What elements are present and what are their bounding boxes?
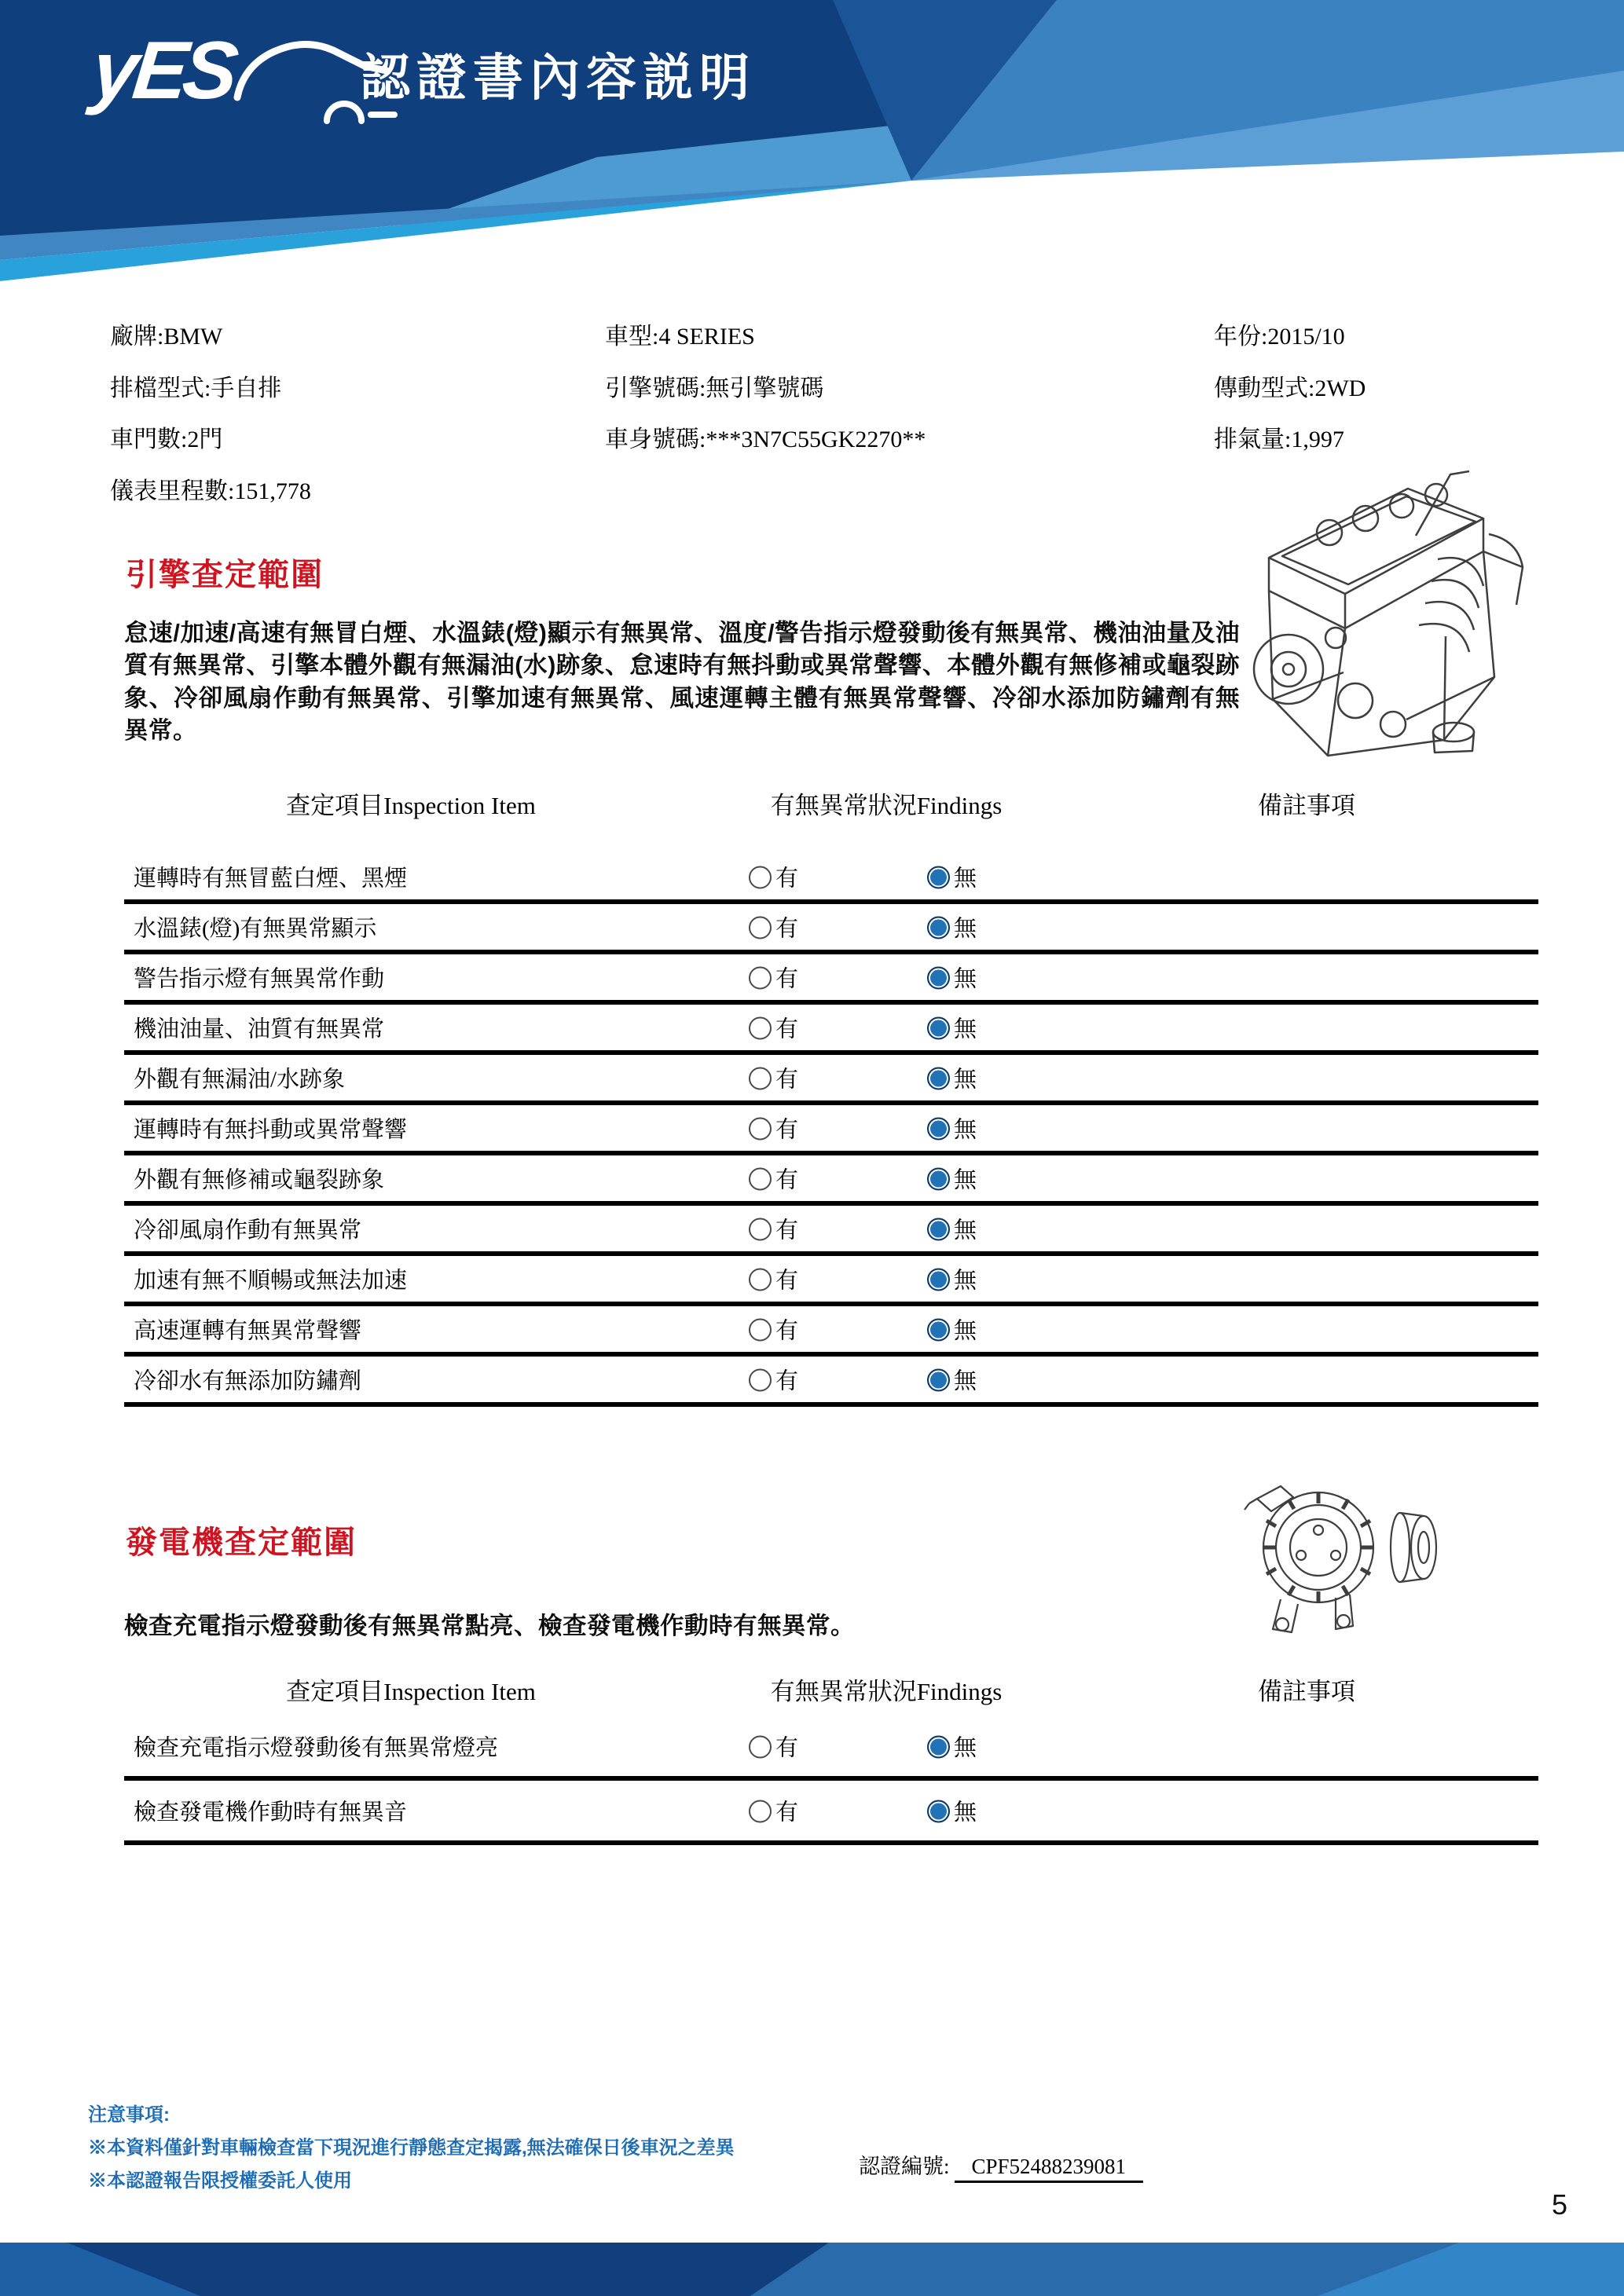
radio-no-label: 無 [954,1800,977,1825]
table-row [124,1005,1538,1055]
info-value: 4 SERIES [658,324,755,350]
radio-no-label: 無 [954,1218,977,1243]
radio-yes[interactable] [749,1062,798,1094]
colon: : [157,324,164,350]
info-label: 年份 [1214,324,1261,350]
column-header-findings: 有無異常狀況Findings [770,792,1003,819]
radio-no[interactable] [927,911,977,943]
inspection-item-label: 檢查發電機作動時有無異音 [134,1800,408,1825]
page-title: 認證書內容説明 [360,49,756,106]
radio-yes[interactable] [749,961,798,994]
radio-circle-icon[interactable] [749,967,772,990]
table-row [124,1306,1538,1357]
radio-no[interactable] [927,1730,977,1763]
table-header-row [124,785,1538,854]
page-number: 5 [1552,2188,1568,2221]
radio-circle-icon[interactable] [749,866,772,889]
inspection-item-label: 冷卻水有無添加防鏽劑 [134,1368,362,1394]
table-header-row [124,1672,1538,1716]
radio-yes[interactable] [749,861,798,893]
vehicle-info-item [110,311,311,363]
generator-section-heading: 發電機查定範圍 [126,1525,357,1560]
radio-circle-icon[interactable] [927,1168,950,1191]
radio-circle-icon[interactable] [927,866,950,889]
radio-yes-label: 有 [775,1800,799,1825]
radio-yes[interactable] [749,1163,798,1195]
table-row [124,904,1538,954]
info-value: 151,778 [234,478,311,504]
inspection-item-label: 冷卻風扇作動有無異常 [134,1218,362,1243]
radio-no-label: 無 [954,1117,977,1143]
radio-yes-label: 有 [775,1016,799,1042]
table-row [124,1716,1538,1781]
colon: : [699,375,706,401]
colon: : [652,324,659,350]
colon: : [204,375,211,401]
info-label: 排檔型式 [110,375,204,401]
radio-circle-icon[interactable] [749,1736,772,1759]
table-row [124,1256,1538,1306]
table-row [124,1155,1538,1206]
engine-section-heading: 引擎查定範圍 [126,558,324,592]
radio-yes[interactable] [749,1213,798,1245]
radio-circle-icon[interactable] [927,1118,950,1141]
info-value: BMW [163,324,223,350]
radio-no-label: 無 [954,1067,977,1093]
radio-yes[interactable] [749,911,798,943]
certificate-number-line [859,2149,1143,2183]
vehicle-info-item [605,363,926,415]
radio-yes-label: 有 [775,1167,799,1193]
info-value: 無引擎號碼 [706,375,824,401]
radio-yes[interactable] [749,1263,798,1295]
table-row [124,1357,1538,1407]
radio-circle-icon[interactable] [749,1800,772,1823]
column-header-item: 查定項目Inspection Item [286,792,536,819]
inspection-item-label: 機油油量、油質有無異常 [134,1016,385,1042]
radio-no-label: 無 [954,966,977,992]
vehicle-info-item [1214,311,1366,363]
colon: : [1261,324,1268,350]
table-row [124,1781,1538,1845]
radio-yes[interactable] [749,1364,798,1396]
vehicle-info-item [110,466,311,518]
colon: : [1308,375,1315,401]
colon: : [181,427,188,452]
radio-no[interactable] [927,1364,977,1396]
info-label: 傳動型式 [1214,375,1308,401]
radio-no[interactable] [927,1062,977,1094]
info-label: 車身號碼 [605,427,699,452]
info-label: 引擎號碼 [605,375,699,401]
certificate-number-label: 認證編號: [859,2155,950,2178]
column-header-item: 查定項目Inspection Item [286,1678,536,1705]
vehicle-info-item [605,311,926,363]
colon: : [699,427,706,452]
yes-logo-text: yES [87,25,238,116]
radio-yes-label: 有 [775,966,799,992]
info-label: 車型 [605,324,652,350]
table-row [124,1105,1538,1155]
column-header-findings: 有無異常狀況Findings [770,1678,1003,1705]
radio-circle-icon[interactable] [927,1319,950,1342]
radio-yes-label: 有 [775,866,799,892]
radio-circle-icon[interactable] [749,1168,772,1191]
generator-table-rows [124,1716,1538,1845]
info-value: 2門 [187,427,223,452]
radio-circle-icon[interactable] [749,1369,772,1392]
inspection-item-label: 高速運轉有無異常聲響 [134,1318,362,1344]
radio-circle-icon[interactable] [749,1017,772,1040]
radio-circle-icon[interactable] [927,1269,950,1291]
radio-yes-label: 有 [775,1735,799,1761]
radio-circle-icon[interactable] [749,917,772,939]
vehicle-info-item [110,414,311,466]
radio-no-label: 無 [954,866,977,892]
footer-notes [88,2099,735,2198]
info-label: 排氣量 [1214,427,1285,452]
vehicle-info-item [110,363,311,415]
radio-yes[interactable] [749,1795,798,1827]
radio-no-label: 無 [954,916,977,942]
radio-yes-label: 有 [775,1268,799,1294]
radio-yes[interactable] [749,1012,798,1044]
radio-no[interactable] [927,1213,977,1245]
engine-table-rows [124,854,1538,1407]
footer-banner-graphic [0,2243,1624,2296]
colon: : [1285,427,1292,452]
info-value: 手自排 [211,375,282,401]
inspection-item-label: 檢查充電指示燈發動後有無異常燈亮 [134,1735,499,1761]
column-header-remarks: 備註事項 [1258,1678,1355,1705]
radio-yes[interactable] [749,1313,798,1346]
generator-inspection-table [124,1672,1538,1845]
vehicle-info-item [605,414,926,466]
engine-section-description: 怠速/加速/高速有無冒白煙、水溫錶(燈)顯示有無異常、溫度/警告指示燈發動後有無異常、機油油量及油質有無異常、引擎本體外觀有無漏油(水)跡象、怠速時有無抖動或異常聲響、本體外觀有無修補或龜裂跡象、冷卻風扇作動有無異常、引擎加速有無異常、風速運轉主體有無異常聲響、冷卻水添加防鏽劑有無異常。 [124,620,1240,745]
radio-circle-icon[interactable] [927,1800,950,1823]
radio-circle-icon[interactable] [927,1736,950,1759]
radio-circle-icon[interactable] [927,1369,950,1392]
radio-no-label: 無 [954,1735,977,1761]
radio-yes[interactable] [749,1730,798,1763]
radio-yes-label: 有 [775,1067,799,1093]
radio-circle-icon[interactable] [749,1218,772,1241]
radio-no[interactable] [927,961,977,994]
generator-section-description: 檢查充電指示燈發動後有無異常點亮、檢查發電機作動時有無異常。 [124,1613,855,1639]
radio-no[interactable] [927,1112,977,1144]
radio-no-label: 無 [954,1016,977,1042]
note-line: ※本資料僅針對車輛檢查當下現況進行靜態查定揭露,無法確保日後車況之差異 [88,2137,735,2159]
radio-circle-icon[interactable] [927,1218,950,1241]
note-line: ※本認證報告限授權委託人使用 [88,2170,352,2192]
info-label: 儀表里程數 [110,478,228,504]
radio-no-label: 無 [954,1318,977,1344]
table-row [124,1206,1538,1256]
radio-no-label: 無 [954,1268,977,1294]
certificate-number-value: CPF52488239081 [955,2155,1144,2183]
radio-yes-label: 有 [775,1218,799,1243]
radio-no[interactable] [927,861,977,893]
inspection-item-label: 外觀有無修補或龜裂跡象 [134,1167,385,1193]
radio-no[interactable] [927,1313,977,1346]
inspection-item-label: 外觀有無漏油/水跡象 [134,1067,346,1093]
vehicle-info-item [1214,363,1366,415]
radio-no[interactable] [927,1163,977,1195]
engine-illustration [1210,440,1564,770]
radio-circle-icon[interactable] [749,1118,772,1141]
inspection-item-label: 警告指示燈有無異常作動 [134,966,385,992]
table-row [124,1055,1538,1105]
info-value: ***3N7C55GK2270** [706,427,926,452]
inspection-item-label: 運轉時有無抖動或異常聲響 [134,1117,408,1143]
radio-yes-label: 有 [775,1318,799,1344]
radio-circle-icon[interactable] [927,917,950,939]
alternator-illustration [1226,1475,1473,1644]
vehicle-info-column-2 [605,311,926,466]
radio-circle-icon[interactable] [749,1269,772,1291]
radio-circle-icon[interactable] [927,967,950,990]
inspection-item-label: 運轉時有無冒藍白煙、黑煙 [134,866,408,892]
radio-no-label: 無 [954,1167,977,1193]
engine-inspection-table [124,785,1538,1407]
radio-yes-label: 有 [775,916,799,942]
info-value: 2015/10 [1267,324,1345,350]
radio-yes-label: 有 [775,1368,799,1394]
info-label: 廠牌 [110,324,157,350]
table-row [124,854,1538,904]
info-value: 1,997 [1291,427,1344,452]
table-row [124,954,1538,1005]
info-label: 車門數 [110,427,181,452]
radio-circle-icon[interactable] [749,1319,772,1342]
radio-no-label: 無 [954,1368,977,1394]
radio-no[interactable] [927,1263,977,1295]
radio-circle-icon[interactable] [927,1067,950,1090]
radio-circle-icon[interactable] [749,1067,772,1090]
yes-logo [87,24,352,141]
colon: : [228,478,235,504]
info-value: 2WD [1314,375,1366,401]
radio-yes[interactable] [749,1112,798,1144]
radio-yes-label: 有 [775,1117,799,1143]
notes-title: 注意事項: [88,2104,170,2126]
radio-circle-icon[interactable] [927,1017,950,1040]
radio-no[interactable] [927,1012,977,1044]
column-header-remarks: 備註事項 [1258,792,1355,819]
vehicle-info-column-1 [110,311,311,517]
inspection-item-label: 水溫錶(燈)有無異常顯示 [134,916,377,942]
inspection-item-label: 加速有無不順暢或無法加速 [134,1268,408,1294]
radio-no[interactable] [927,1795,977,1827]
